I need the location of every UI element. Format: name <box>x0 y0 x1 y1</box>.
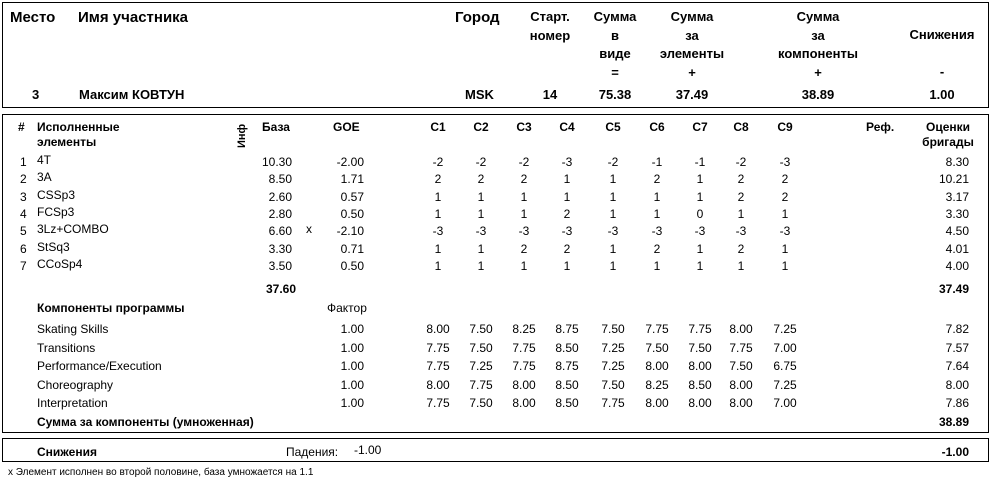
element-judge-score: 1 <box>696 241 704 256</box>
element-judge-score: 2 <box>737 189 745 204</box>
element-judge-score: 1 <box>434 189 442 204</box>
element-judge-score: 1 <box>477 258 485 273</box>
element-judge-score: -1 <box>694 155 706 169</box>
component-judge-score: 8.75 <box>555 322 579 336</box>
component-panel-score: 8.00 <box>945 377 969 392</box>
header-deductions: Снижения - <box>909 27 975 79</box>
element-base: 10.30 <box>261 155 292 169</box>
components-total-label: Сумма за компоненты (умноженная) <box>37 415 254 429</box>
header-components-score: Сумма за компоненты + <box>778 9 858 80</box>
element-base: 8.50 <box>268 172 292 187</box>
components-factor-header: Фактор <box>327 301 367 315</box>
component-judge-score: 7.75 <box>426 359 450 374</box>
element-judge-score: -3 <box>475 224 487 239</box>
component-judge-score: 8.50 <box>555 340 579 355</box>
element-name: 3Lz+COMBO <box>37 222 109 237</box>
component-judge-score: 8.00 <box>645 396 669 411</box>
component-factor: 1.00 <box>340 396 364 411</box>
header-city: Город <box>455 9 500 26</box>
component-judge-score: 7.75 <box>729 340 753 355</box>
col-info: Инф <box>236 123 248 148</box>
element-judge-score: -2 <box>607 155 619 169</box>
element-judge-score: -3 <box>735 224 747 239</box>
element-judge-score: -2 <box>475 155 487 169</box>
component-judge-score: 8.00 <box>688 359 712 374</box>
element-judge-score: 1 <box>781 258 789 273</box>
element-judge-score: 0 <box>696 206 704 221</box>
element-judge-score: 2 <box>520 241 528 256</box>
component-factor: 1.00 <box>340 340 364 355</box>
element-judge-score: 1 <box>696 172 704 187</box>
components-title: Компоненты программы <box>37 301 185 315</box>
skater-components-score: 38.89 <box>801 87 835 102</box>
component-factor: 1.00 <box>340 377 364 392</box>
element-judge-score: 1 <box>609 241 617 256</box>
component-name: Performance/Execution <box>37 359 162 374</box>
element-judge-score: 1 <box>520 189 528 204</box>
col-goe: GOE <box>333 120 360 134</box>
element-number: 4 <box>20 206 27 221</box>
component-judge-score: 8.00 <box>688 396 712 411</box>
element-goe: -2.10 <box>336 224 364 239</box>
component-judge-score: 7.25 <box>601 359 625 374</box>
element-panel-score: 10.21 <box>938 172 969 187</box>
deductions-total: -1.00 <box>941 445 969 459</box>
element-judge-score: 2 <box>781 172 789 187</box>
element-judge-score: 1 <box>477 241 485 256</box>
judge-header-7: C7 <box>692 120 708 134</box>
component-judge-score: 7.00 <box>773 396 797 411</box>
element-judge-score: -2 <box>518 155 530 169</box>
component-judge-score: 7.75 <box>426 340 450 355</box>
element-base: 2.80 <box>268 206 292 221</box>
element-number: 1 <box>20 155 27 169</box>
element-judge-score: -3 <box>651 224 663 239</box>
judge-header-5: C5 <box>605 120 621 134</box>
component-judge-score: 8.25 <box>512 322 536 336</box>
deductions-label: Снижения <box>37 445 97 459</box>
element-judge-score: 1 <box>781 206 789 221</box>
element-number: 2 <box>20 172 27 187</box>
element-judge-score: -3 <box>694 224 706 239</box>
element-judge-score: 1 <box>781 241 789 256</box>
element-judge-score: 2 <box>477 172 485 187</box>
component-name: Interpretation <box>37 396 108 411</box>
element-judge-score: -2 <box>432 155 444 169</box>
element-goe: 0.50 <box>340 206 364 221</box>
component-judge-score: 7.50 <box>601 322 625 336</box>
element-judge-score: 1 <box>563 189 571 204</box>
component-judge-score: 7.25 <box>601 340 625 355</box>
element-judge-score: -3 <box>432 224 444 239</box>
component-judge-score: 8.00 <box>729 396 753 411</box>
element-judge-score: 2 <box>737 241 745 256</box>
element-judge-score: -3 <box>779 224 791 239</box>
element-base: 3.30 <box>268 241 292 256</box>
element-info: x <box>306 222 312 237</box>
element-base: 3.50 <box>268 258 292 273</box>
element-name: FCSp3 <box>37 204 75 219</box>
element-judge-score: 1 <box>563 172 571 187</box>
col-base: База <box>262 120 290 134</box>
element-base: 6.60 <box>268 224 292 239</box>
col-panel: Оценки бригады <box>922 120 974 149</box>
element-number: 6 <box>20 241 27 256</box>
component-judge-score: 7.75 <box>645 322 669 336</box>
element-judge-score: -3 <box>518 224 530 239</box>
element-number: 7 <box>20 258 27 273</box>
component-name: Transitions <box>37 340 96 355</box>
element-base: 2.60 <box>268 189 292 204</box>
skater-start-number: 14 <box>542 87 558 102</box>
component-judge-score: 7.75 <box>601 396 625 411</box>
component-name: Choreography <box>37 377 114 392</box>
element-number: 3 <box>20 189 27 204</box>
judge-header-8: C8 <box>733 120 749 134</box>
component-judge-score: 8.00 <box>645 359 669 374</box>
element-judge-score: 1 <box>434 241 442 256</box>
element-judge-score: 1 <box>653 258 661 273</box>
element-judge-score: 1 <box>653 189 661 204</box>
component-judge-score: 7.50 <box>729 359 753 374</box>
element-number: 5 <box>20 224 27 239</box>
elements-total-base: 37.60 <box>265 282 296 296</box>
element-judge-score: -1 <box>651 155 663 169</box>
header-place: Место <box>10 9 56 26</box>
component-judge-score: 8.00 <box>426 322 450 336</box>
component-panel-score: 7.57 <box>945 340 969 355</box>
element-judge-score: -3 <box>779 155 791 169</box>
element-judge-score: 1 <box>563 258 571 273</box>
component-judge-score: 8.50 <box>555 396 579 411</box>
col-ref: Реф. <box>866 120 895 134</box>
judge-header-1: C1 <box>430 120 446 134</box>
element-goe: 0.71 <box>340 241 364 256</box>
element-judge-score: 2 <box>781 189 789 204</box>
element-judge-score: 2 <box>653 241 661 256</box>
judge-header-6: C6 <box>649 120 665 134</box>
elements-total-score: 37.49 <box>938 282 969 296</box>
component-judge-score: 7.50 <box>601 377 625 392</box>
element-judge-score: 1 <box>609 258 617 273</box>
element-judge-score: 1 <box>609 189 617 204</box>
component-judge-score: 8.00 <box>729 377 753 392</box>
component-factor: 1.00 <box>340 359 364 374</box>
component-judge-score: 8.00 <box>426 377 450 392</box>
component-judge-score: 8.25 <box>645 377 669 392</box>
skater-elements-score: 37.49 <box>675 87 709 102</box>
component-judge-score: 7.50 <box>469 340 493 355</box>
element-judge-score: 2 <box>520 172 528 187</box>
element-judge-score: 1 <box>520 258 528 273</box>
element-panel-score: 3.30 <box>945 206 969 221</box>
element-judge-score: -3 <box>607 224 619 239</box>
component-panel-score: 7.86 <box>945 396 969 411</box>
col-num: # <box>18 120 25 134</box>
judge-header-4: C4 <box>559 120 575 134</box>
element-panel-score: 4.50 <box>945 224 969 239</box>
element-judge-score: 1 <box>477 189 485 204</box>
component-name: Skating Skills <box>37 322 109 336</box>
component-judge-score: 7.50 <box>645 340 669 355</box>
judge-header-9: C9 <box>777 120 793 134</box>
component-judge-score: 7.25 <box>469 359 493 374</box>
components-total-score: 38.89 <box>938 415 969 429</box>
falls-value: -1.00 <box>354 443 382 457</box>
element-judge-score: 2 <box>737 172 745 187</box>
element-judge-score: -2 <box>735 155 747 169</box>
element-judge-score: 1 <box>434 258 442 273</box>
element-judge-score: 1 <box>609 206 617 221</box>
skater-place: 3 <box>32 87 40 102</box>
element-judge-score: 1 <box>737 206 745 221</box>
element-judge-score: -3 <box>561 155 573 169</box>
component-judge-score: 8.00 <box>729 322 753 336</box>
component-judge-score: 7.50 <box>688 340 712 355</box>
component-judge-score: 7.75 <box>426 396 450 411</box>
component-judge-score: 7.50 <box>469 396 493 411</box>
component-judge-score: 7.75 <box>469 377 493 392</box>
footnote: x Элемент исполнен во второй половине, база умножается на 1.1 <box>8 467 314 478</box>
element-judge-score: 1 <box>520 206 528 221</box>
element-panel-score: 4.01 <box>945 241 969 256</box>
component-panel-score: 7.64 <box>945 359 969 374</box>
header-name: Имя участника <box>78 9 189 26</box>
header-start-number: Старт. номер <box>529 9 571 43</box>
skater-name: Максим КОВТУН <box>79 87 185 102</box>
header-total-score: Сумма в виде = <box>593 9 637 80</box>
col-executed: Исполненные элементы <box>37 120 120 149</box>
component-judge-score: 8.00 <box>512 377 536 392</box>
skater-deductions: 1.00 <box>929 87 955 102</box>
element-judge-score: 1 <box>653 206 661 221</box>
judge-header-2: C2 <box>473 120 489 134</box>
element-judge-score: 2 <box>563 206 571 221</box>
element-name: StSq3 <box>37 239 70 254</box>
component-judge-score: 7.00 <box>773 340 797 355</box>
component-judge-score: 7.75 <box>512 340 536 355</box>
element-judge-score: -3 <box>561 224 573 239</box>
element-goe: 0.50 <box>340 258 364 273</box>
element-name: 4T <box>37 153 52 167</box>
skater-total-score: 75.38 <box>598 87 632 102</box>
component-judge-score: 7.25 <box>773 377 797 392</box>
component-judge-score: 7.75 <box>688 322 712 336</box>
element-name: CCoSp4 <box>37 256 83 271</box>
header-elements-score: Сумма за элементы + <box>659 9 725 80</box>
element-name: 3A <box>37 170 52 185</box>
skater-city: MSK <box>465 87 494 102</box>
element-panel-score: 8.30 <box>945 155 969 169</box>
element-judge-score: 1 <box>696 258 704 273</box>
falls-label: Падения: <box>286 445 339 459</box>
element-panel-score: 4.00 <box>945 258 969 273</box>
component-judge-score: 8.75 <box>555 359 579 374</box>
component-judge-score: 6.75 <box>773 359 797 374</box>
element-goe: -2.00 <box>336 155 364 169</box>
component-judge-score: 8.50 <box>688 377 712 392</box>
element-judge-score: 1 <box>696 189 704 204</box>
element-judge-score: 2 <box>653 172 661 187</box>
element-name: CSSp3 <box>37 187 76 202</box>
component-judge-score: 7.75 <box>512 359 536 374</box>
element-judge-score: 1 <box>477 206 485 221</box>
component-judge-score: 8.00 <box>512 396 536 411</box>
component-judge-score: 7.50 <box>469 322 493 336</box>
element-judge-score: 1 <box>737 258 745 273</box>
deductions-box <box>2 438 989 462</box>
element-judge-score: 1 <box>609 172 617 187</box>
element-judge-score: 2 <box>434 172 442 187</box>
judge-header-3: C3 <box>516 120 532 134</box>
element-judge-score: 2 <box>563 241 571 256</box>
component-judge-score: 8.50 <box>555 377 579 392</box>
element-goe: 1.71 <box>340 172 364 187</box>
element-goe: 0.57 <box>340 189 364 204</box>
component-judge-score: 7.25 <box>773 322 797 336</box>
component-factor: 1.00 <box>340 322 364 336</box>
element-panel-score: 3.17 <box>945 189 969 204</box>
component-panel-score: 7.82 <box>945 322 969 336</box>
element-judge-score: 1 <box>434 206 442 221</box>
